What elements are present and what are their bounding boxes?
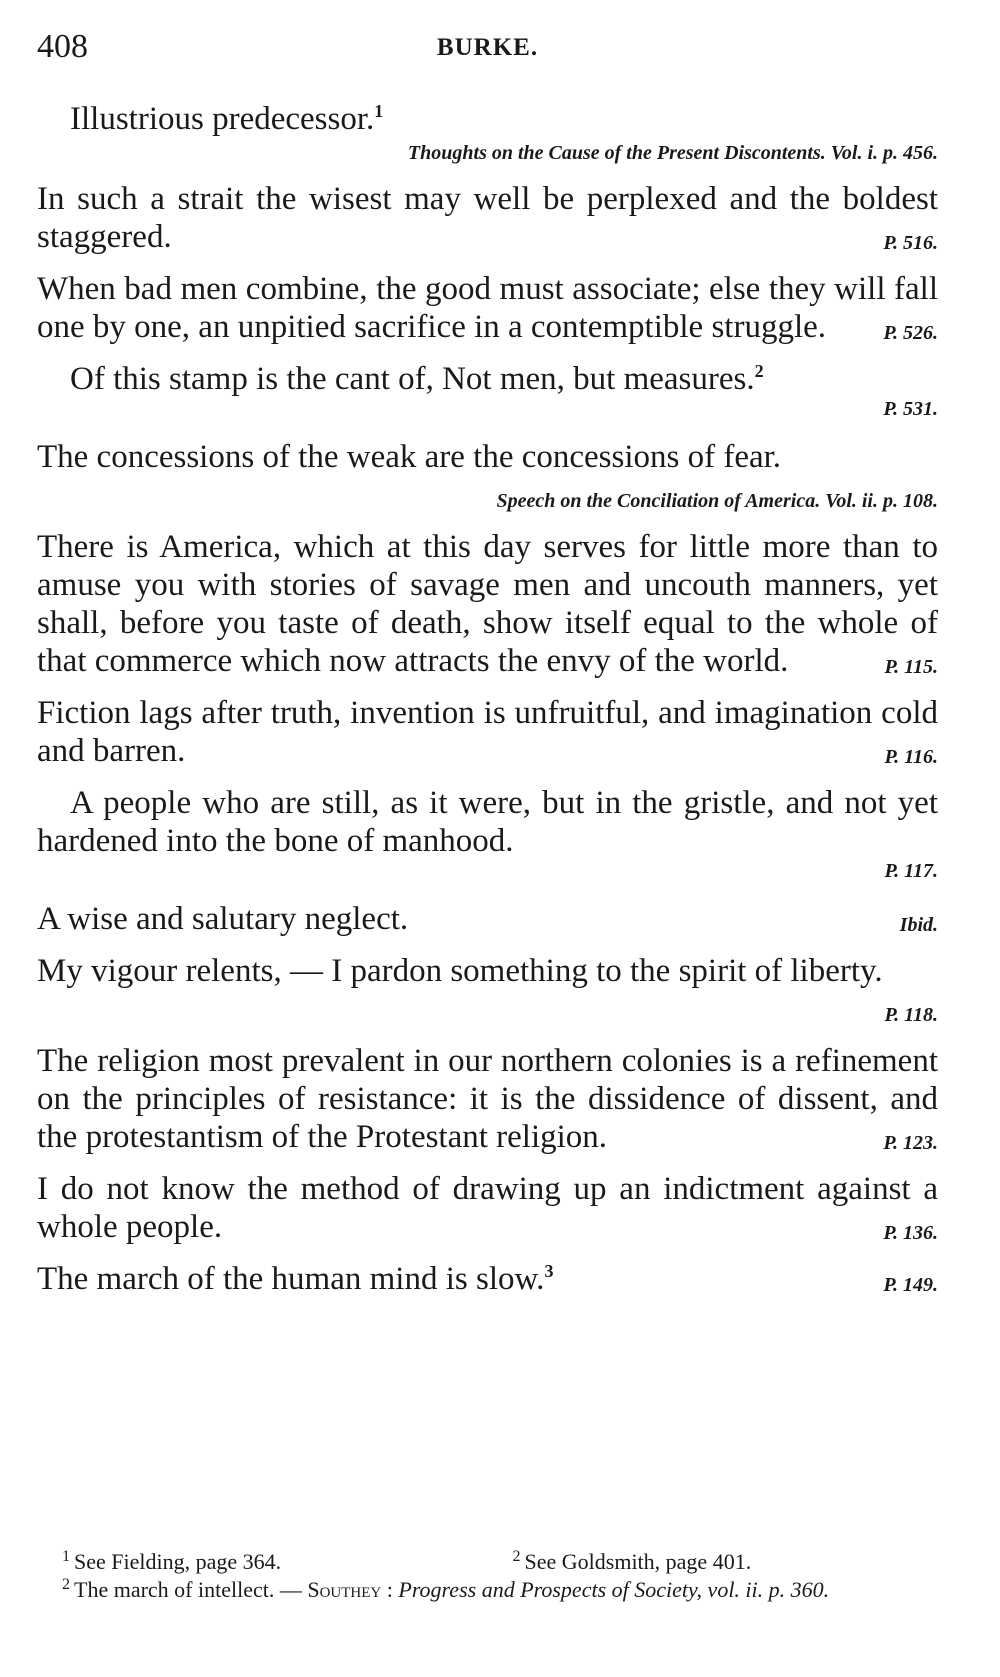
quotation-source: P. 149.	[883, 1274, 938, 1296]
quotations-list	[37, 100, 938, 1312]
footnote-ref: 3	[544, 1261, 554, 1281]
footnote-text: See Goldsmith, page 401.	[524, 1549, 752, 1574]
footnote-author: Southey	[307, 1577, 382, 1602]
footnote-ref: 2	[754, 361, 764, 381]
quotation-source: P. 531.	[883, 398, 938, 420]
quotation-source: P. 117.	[884, 860, 938, 882]
quotation	[37, 1170, 938, 1246]
footnote-text: The march of intellect. —	[74, 1577, 308, 1602]
footnotes	[37, 1548, 938, 1604]
page-number: 408	[37, 28, 88, 65]
footnote	[37, 1548, 488, 1576]
quotation-text: A wise and salutary neglect.	[37, 901, 409, 937]
quotation-text: Fiction lags after truth, invention is unfruitful, and imagination cold and barren.	[37, 695, 938, 769]
footnote-separator: :	[381, 1577, 399, 1602]
quotation-source: Speech on the Conciliation of America. Vol. ii. p. 108.	[496, 490, 938, 512]
quotation-source: P. 115.	[884, 656, 938, 678]
quotation	[37, 694, 938, 770]
quotation-text: In such a strait the wisest may well be perplexed and the boldest staggered.	[37, 181, 938, 255]
quotation-source: P. 136.	[883, 1222, 938, 1244]
footnote-mark: 2	[62, 1575, 70, 1593]
footnote-mark: 1	[62, 1547, 70, 1565]
quotation-source: P. 123.	[883, 1132, 938, 1154]
quotation-text: My vigour relents, — I pardon something to the spirit of liberty.	[37, 953, 883, 989]
quotation	[37, 360, 938, 424]
footnote-ref: 1	[374, 101, 384, 121]
quotation	[37, 180, 938, 256]
quotation-text: The concessions of the weak are the concessions of fear.	[37, 439, 782, 475]
quotation	[37, 900, 938, 938]
quotation	[37, 270, 938, 346]
quotation-source: P. 516.	[883, 232, 938, 254]
quotation-text: Illustrious predecessor.	[70, 101, 375, 137]
page-header	[37, 28, 938, 78]
footnote	[37, 1576, 938, 1604]
quotation-text: When bad men combine, the good must associate; else they will fall one by one, an unpitied sacrifice in a contemptible struggle.	[37, 271, 938, 345]
running-head: BURKE.	[436, 34, 539, 61]
quotation-source: P. 116.	[884, 746, 938, 768]
quotation-source: Ibid.	[899, 914, 938, 936]
footnote	[488, 1548, 939, 1576]
quotation-text: A people who are still, as it were, but in the gristle, and not yet hardened into the bone of manhood.	[37, 785, 938, 859]
quotation	[37, 438, 938, 514]
quotation-text: I do not know the method of drawing up an indictment against a whole people.	[37, 1171, 938, 1245]
footnote-text: See Fielding, page 364.	[74, 1549, 282, 1574]
quotation-text: There is America, which at this day serves for little more than to amuse you with stories of savage men and uncouth manners, yet shall, before you taste of death, show itself equal to the whole of that commerce which now attracts the envy of the world.	[37, 529, 938, 679]
quotation	[37, 1042, 938, 1156]
quotation	[37, 100, 938, 168]
quotation	[37, 952, 938, 1028]
quotation	[37, 784, 938, 886]
quotation-source: Thoughts on the Cause of the Present Discontents. Vol. i. p. 456.	[407, 142, 938, 164]
quotation	[37, 1260, 938, 1298]
footnote-mark: 2	[512, 1547, 521, 1565]
footnote-work: Progress and Prospects of Society, vol. ii. p. 360.	[398, 1577, 830, 1602]
quotation-source: P. 118.	[884, 1004, 938, 1026]
quotation-text: The religion most prevalent in our northern colonies is a refinement on the principles of resistance: it is the dissidence of dissent, and the protestantism of the Protestant religion.	[37, 1043, 938, 1155]
quotation-source: P. 526.	[883, 322, 938, 344]
quotation-text: The march of the human mind is slow.	[37, 1261, 545, 1297]
quotation-text: Of this stamp is the cant of, Not men, but measures.	[70, 361, 755, 397]
quotation	[37, 528, 938, 680]
